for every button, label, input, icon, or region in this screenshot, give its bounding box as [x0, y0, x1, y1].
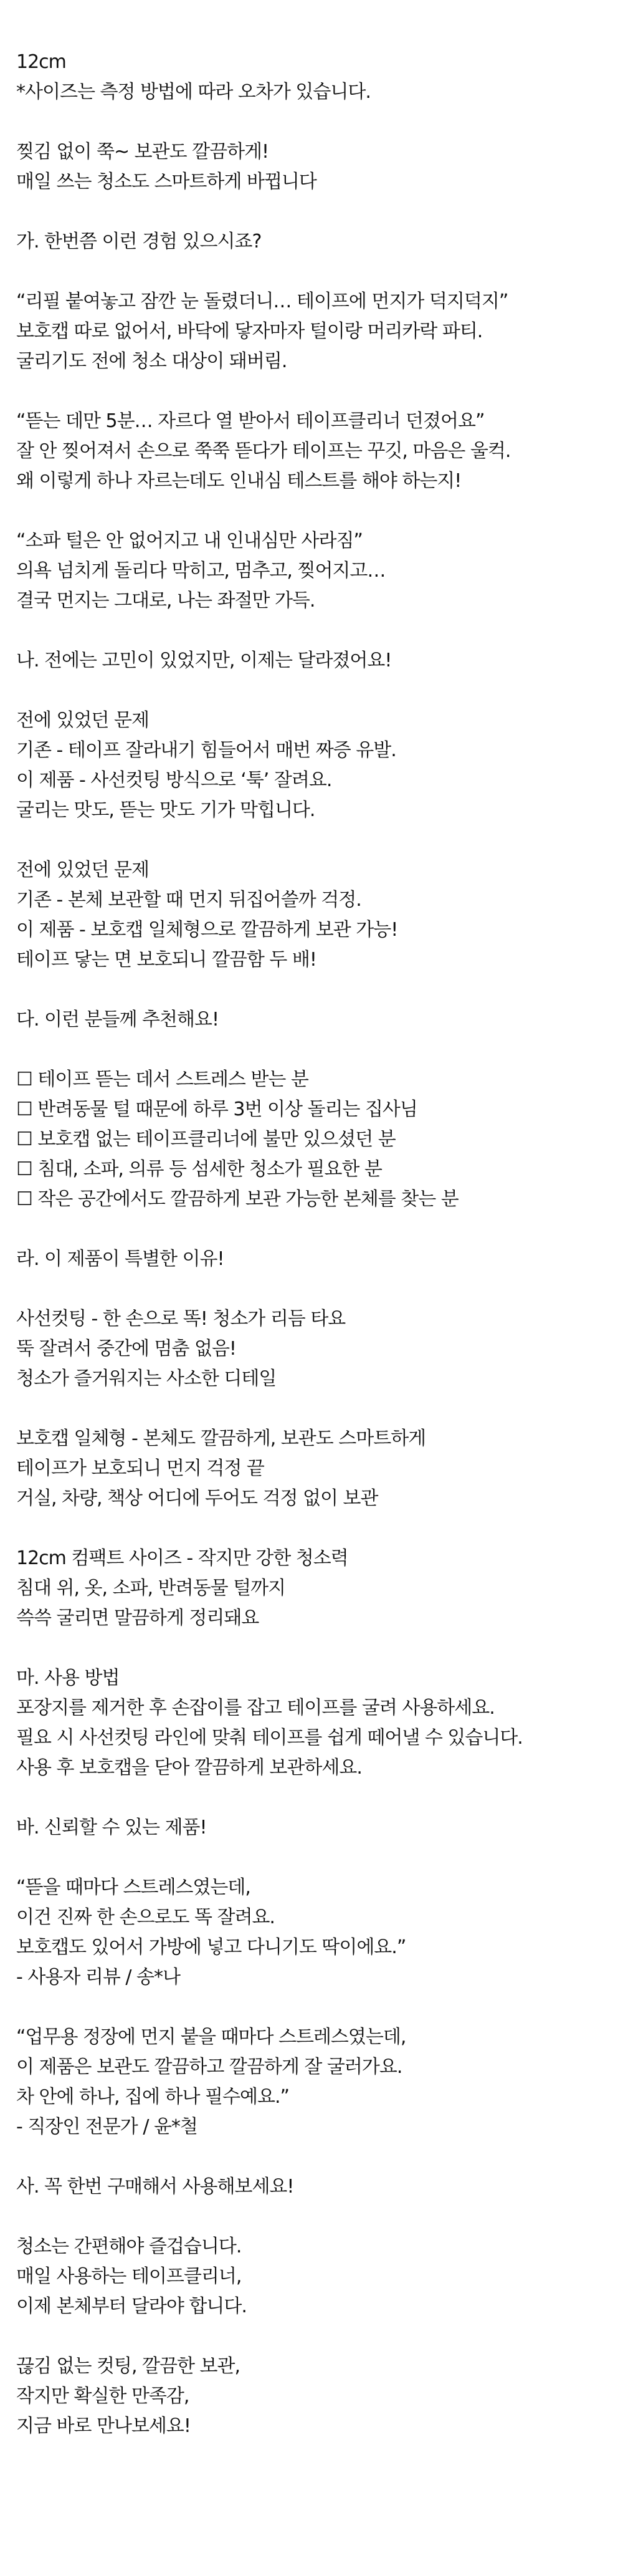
text-line: 전에 있었던 문제 [16, 709, 149, 731]
text-line: 보호캡 따로 없어서, 바닥에 닿자마자 털이랑 머리카락 파티. [16, 320, 483, 342]
text-line: 보호캡도 있어서 가방에 넣고 다니기도 딱이에요.” [16, 1936, 406, 1958]
text-line: 이 제품 - 사선컷팅 방식으로 ‘툭’ 잘려요. [16, 769, 332, 791]
text-line: 왜 이렇게 하나 자르는데도 인내심 테스트를 해야 하는지! [16, 470, 462, 492]
text-line: 청소는 간편해야 즐겁습니다. [16, 2236, 242, 2257]
paragraph-gap [16, 1992, 614, 2022]
paragraph-gap [16, 825, 614, 855]
paragraph [16, 1244, 614, 1274]
paragraph-gap [16, 107, 614, 137]
paragraph-gap [16, 1394, 614, 1424]
paragraph-gap [16, 377, 614, 406]
paragraph-gap [16, 1035, 614, 1065]
text-line: 굴리는 맛도, 뜯는 맛도 기가 막힙니다. [16, 799, 315, 821]
text-line: 거실, 차량, 책상 어디에 두어도 걱정 없이 보관 [16, 1487, 378, 1509]
paragraph [16, 1544, 614, 1633]
text-line: 사용 후 보호캡을 닫아 깔끔하게 보관하세요. [16, 1757, 362, 1779]
text-line: “소파 털은 안 없어지고 내 인내심만 사라짐” [16, 530, 363, 552]
paragraph-gap [16, 1783, 614, 1813]
text-line: 필요 시 사선컷팅 라인에 맞춰 테이프를 쉽게 떼어낼 수 있습니다. [16, 1727, 523, 1749]
text-line: 잘 안 찢어져서 손으로 쭉쭉 뜯다가 테이프는 꾸깃, 마음은 울컥. [16, 440, 511, 462]
text-line: 이제 본체부터 달라야 합니다. [16, 2295, 247, 2317]
paragraph [16, 1005, 614, 1035]
text-line: 다. 이런 분들께 추천해요! [16, 1009, 219, 1031]
text-line: 바. 신뢰할 수 있는 제품! [16, 1817, 207, 1838]
paragraph-gap [16, 616, 614, 646]
text-line: “뜯을 때마다 스트레스였는데, [16, 1877, 250, 1898]
text-line: 쓱쓱 굴리면 말끔하게 정리돼요 [16, 1607, 259, 1629]
paragraph [16, 526, 614, 616]
text-line: ☐ 테이프 뜯는 데서 스트레스 받는 분 [16, 1069, 308, 1090]
paragraph-gap [16, 1274, 614, 1304]
text-line: 지금 바로 만나보세요! [16, 2415, 191, 2437]
paragraph-gap [16, 2202, 614, 2232]
paragraph [16, 706, 614, 825]
paragraph-gap [16, 975, 614, 1005]
paragraph-gap [16, 197, 614, 227]
paragraph [16, 1663, 614, 1783]
text-line: ☐ 보호캡 없는 테이프클리너에 불만 있으셨던 분 [16, 1128, 396, 1150]
paragraph [16, 1304, 614, 1394]
paragraph-gap [16, 496, 614, 526]
paragraph [16, 287, 614, 377]
paragraph [16, 855, 614, 975]
text-line: 가. 한번쯤 이런 경험 있으시죠? [16, 231, 262, 252]
paragraph-gap [16, 2142, 614, 2172]
text-line: 청소가 즐거워지는 사소한 디테일 [16, 1368, 277, 1390]
text-line: 매일 사용하는 테이프클리너, [16, 2266, 242, 2287]
text-line: ☐ 반려동물 털 때문에 하루 3번 이상 돌리는 집사님 [16, 1098, 417, 1120]
text-line: 매일 쓰는 청소도 스마트하게 바뀝니다 [16, 171, 316, 193]
text-line: 굴리기도 전에 청소 대상이 돼버림. [16, 350, 287, 372]
text-line: 사. 꼭 한번 구매해서 사용해보세요! [16, 2176, 294, 2198]
text-line: 기존 - 본체 보관할 때 먼지 뒤집어쓸까 걱정. [16, 889, 361, 911]
paragraph [16, 47, 614, 107]
paragraph [16, 646, 614, 676]
paragraph [16, 2022, 614, 2142]
text-line: 포장지를 제거한 후 손잡이를 잡고 테이프를 굴려 사용하세요. [16, 1697, 495, 1719]
text-line: 결국 먼지는 그대로, 나는 좌절만 가득. [16, 590, 315, 612]
paragraph [16, 1424, 614, 1514]
paragraph-gap [16, 1633, 614, 1663]
text-line: 보호캡 일체형 - 본체도 깔끔하게, 보관도 스마트하게 [16, 1428, 426, 1449]
text-line: 기존 - 테이프 잘라내기 힘들어서 매번 짜증 유발. [16, 739, 396, 761]
text-line: “업무용 정장에 먼지 붙을 때마다 스트레스였는데, [16, 2026, 406, 2048]
paragraph [16, 2172, 614, 2202]
paragraph-gap [16, 257, 614, 287]
text-line: - 사용자 리뷰 / 송*나 [16, 1966, 180, 1988]
text-line: 끊김 없는 컷팅, 깔끔한 보관, [16, 2355, 240, 2377]
text-line: ☐ 작은 공간에서도 깔끔하게 보관 가능한 본체를 찾는 분 [16, 1188, 459, 1210]
paragraph [16, 1813, 614, 1843]
text-line: 이건 진짜 한 손으로도 똑 잘려요. [16, 1906, 275, 1928]
paragraph-gap [16, 1843, 614, 1873]
paragraph [16, 2232, 614, 2322]
text-line: 작지만 확실한 만족감, [16, 2385, 189, 2407]
text-line: 마. 사용 방법 [16, 1667, 120, 1689]
paragraph-gap [16, 2322, 614, 2352]
paragraph [16, 227, 614, 257]
paragraph [16, 137, 614, 197]
text-line: 12cm [16, 51, 66, 73]
text-line: - 직장인 전문가 / 윤*철 [16, 2116, 197, 2138]
paragraph [16, 1873, 614, 1992]
text-line: 차 안에 하나, 집에 하나 필수예요.” [16, 2086, 290, 2108]
text-line: 나. 전에는 고민이 있었지만, 이제는 달라졌어요! [16, 650, 392, 671]
text-line: 라. 이 제품이 특별한 이유! [16, 1248, 224, 1270]
paragraph-gap [16, 676, 614, 706]
text-line: 전에 있었던 문제 [16, 859, 149, 881]
paragraph [16, 2352, 614, 2441]
text-line: 찢김 없이 쭉~ 보관도 깔끔하게! [16, 141, 269, 163]
text-line: *사이즈는 측정 방법에 따라 오차가 있습니다. [16, 81, 371, 103]
text-line: 테이프가 보호되니 먼지 걱정 끝 [16, 1458, 264, 1479]
text-line: 뚝 잘려서 중간에 멈춤 없음! [16, 1338, 236, 1360]
paragraph [16, 1065, 614, 1214]
text-line: “뜯는 데만 5분… 자르다 열 받아서 테이프클리너 던졌어요” [16, 410, 485, 432]
text-line: 의욕 넘치게 돌리다 막히고, 멈추고, 찢어지고… [16, 560, 386, 582]
paragraph-gap [16, 1214, 614, 1244]
paragraph-gap [16, 1514, 614, 1544]
text-line: 이 제품은 보관도 깔끔하고 깔끔하게 잘 굴러가요. [16, 2056, 402, 2078]
text-line: 테이프 닿는 면 보호되니 깔끔함 두 배! [16, 949, 316, 971]
text-line: “리필 붙여놓고 잠깐 눈 돌렸더니… 테이프에 먼지가 덕지덕지” [16, 291, 508, 312]
product-description [16, 47, 614, 2441]
text-line: 12cm 컴팩트 사이즈 - 작지만 강한 청소력 [16, 1547, 348, 1569]
text-line: 사선컷팅 - 한 손으로 똑! 청소가 리듬 타요 [16, 1308, 346, 1330]
text-line: ☐ 침대, 소파, 의류 등 섬세한 청소가 필요한 분 [16, 1158, 382, 1180]
text-line: 침대 위, 옷, 소파, 반려동물 털까지 [16, 1577, 286, 1599]
text-line: 이 제품 - 보호캡 일체형으로 깔끔하게 보관 가능! [16, 919, 398, 941]
paragraph [16, 406, 614, 496]
